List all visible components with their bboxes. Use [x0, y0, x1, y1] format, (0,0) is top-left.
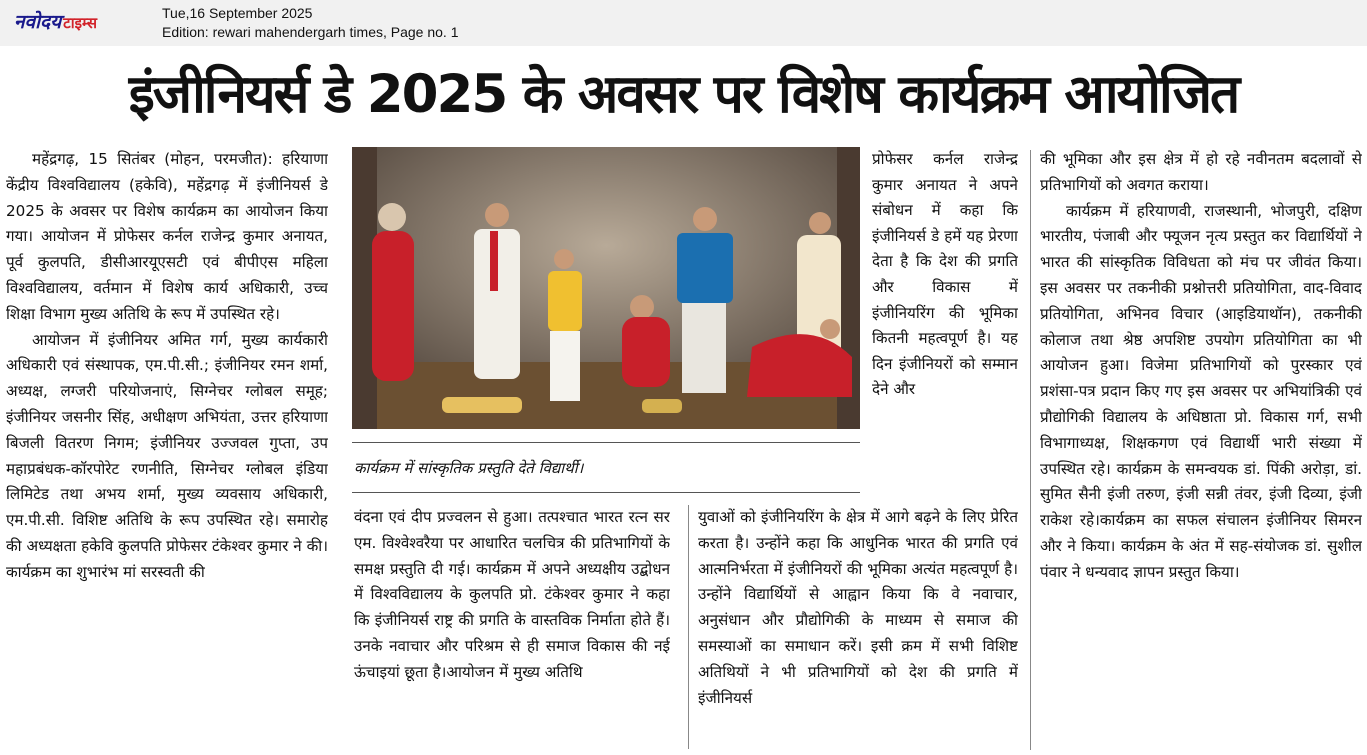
- logo-sub: टाइम्स: [63, 14, 97, 32]
- paragraph: प्रोफेसर कर्नल राजेन्द्र कुमार अनायत ने अपने संबोधन में कहा कि इंजीनियर्स डे हमें यह प्रेरणा देता है कि देश की प्रगति और विकास में इंजीनियरिंग की भूमिका कितनी महत्वपूर्ण है। यह दिन इंजीनियरों को सम्मान देने और: [872, 150, 1018, 399]
- edition-date: Tue,16 September 2025: [162, 5, 313, 21]
- masthead-bar: [0, 0, 1367, 46]
- article-headline: इंजीनियर्स डे 2025 के अवसर पर विशेष कार्यक्रम आयोजित: [128, 64, 1239, 125]
- paragraph: वंदना एवं दीप प्रज्वलन से हुआ। तत्पश्चात भारत रत्न सर एम. विश्वेश्वरैया पर आधारित चलचित्र की प्रतिभागियों के समक्ष प्रस्तुति दी गई। कार्यक्रम में अपने अध्यक्षीय उद्बोधन में विश्वविद्यालय के कुलपति प्रो. टंकेश्वर कुमार ने कहा कि इंजीनियर्स राष्ट्र की प्रगति के वास्तविक निर्माता होते हैं। उनके नवाचार और परिश्रम से ही समाज विकास की नई ऊंचाइयां छूता है।आयोजन में मुख्य अतिथि: [354, 508, 670, 681]
- article-column-1: [6, 147, 328, 747]
- article-column-3-top: [872, 147, 1018, 499]
- article-column-3: [698, 505, 1018, 749]
- edition-meta: [162, 4, 459, 42]
- paragraph: कार्यक्रम में हरियाणवी, राजस्थानी, भोजपुरी, दक्षिण भारतीय, पंजाबी और फ्यूजन नृत्य प्रस्तुत कर विद्यार्थियों ने भारत की सांस्कृतिक विविधता को मंच पर जीवंत किया। इस अवसर पर तकनीकी प्रश्नोत्तरी प्रतियोगिता, वाद-विवाद प्रतियोगिता, अभिनव विचार (आइडियाथॉन), तकनीकी कोलाज तथा श्रेष्ठ अपशिष्ट उपयोग प्रतियोगिता का भी आयोजन हुआ। विजेमा प्रतिभागियों को पुरस्कार एवं प्रशंसा-पत्र प्रदान किए गए इस अवसर पर अभियांत्रिकी एवं प्रौद्योगिकी विद्यालय के अधिष्ठाता प्रो. विकास गर्ग, सभी विभागाध्यक्ष, शिक्षकगण एवं विद्यार्थी भारी संख्या में उपस्थित रहे। कार्यक्रम के समन्वयक डां. पिंकी अरोड़ा, डां. सुमित सैनी इंजी तरुण, इंजी सन्नी तंवर, इंजी दिव्या, इंजी राकेश रहे।कार्यक्रम का सफल संचालन इंजीनियर सिमरन और ने किया। कार्यक्रम के अंत में सह-संयोजक डां. सुशील पंवार ने धन्यवाद ज्ञापन प्रस्तुत किया।: [1040, 201, 1362, 581]
- paragraph: युवाओं को इंजीनियरिंग के क्षेत्र में आगे बढ़ने के लिए प्रेरित करता है। उन्होंने कहा कि आधुनिक भारत की प्रगति एवं आत्मनिर्भरता में इंजीनियरों की भूमिका अत्यंत महत्वपूर्ण है। उन्होंने विद्यार्थियों से आह्वान किया कि वे नवाचार, अनुसंधान और प्रौद्योगिकी के माध्यम से समाज की समस्याओं का समाधान करें। इसी क्रम में सभी विशिष्ट अतिथियों ने भी प्रतिभागियों को देश की प्रगति में इंजीनियर्स: [698, 508, 1018, 707]
- photo-caption-box: [352, 450, 860, 490]
- newspaper-logo[interactable]: [14, 8, 97, 34]
- paragraph: की भूमिका और इस क्षेत्र में हो रहे नवीनतम बदलावों से प्रतिभागियों को अवगत कराया।: [1040, 150, 1362, 194]
- paragraph: महेंद्रगढ़, 15 सितंबर (मोहन, परमजीत): हरियाणा केंद्रीय विश्वविद्यालय (हकेवि), महेंद्रगढ़ में इंजीनियर्स डे 2025 के अवसर पर विशेष कार्यक्रम का आयोजन किया गया। आयोजन में प्रोफेसर कर्नल राजेन्द्र कुमार अनायत, पूर्व कुलपति, डीसीआरयूएसटी एवं बीपीएस महिला विश्वविद्यालय, वर्तमान में विशेष कार्य अधिकारी, उच्च शिक्षा विभाग मुख्य अतिथि के रूप में उपस्थित रहे।: [6, 150, 328, 323]
- article-photo: [352, 147, 860, 429]
- column-divider: [1030, 150, 1031, 750]
- caption-rule-top: [352, 442, 860, 443]
- paragraph: आयोजन में इंजीनियर अमित गर्ग, मुख्य कार्यकारी अधिकारी एवं संस्थापक, एम.पी.सी.; इंजीनियर रमन शर्मा, अध्यक्ष, लग्जरी परियोजनाएं, सिग्नेचर ग्लोबल समूह; इंजीनियर जसनीर सिंह, अधीक्षण अभियंता, उत्तर हरियाणा बिजली वितरण निगम; इंजीनियर उज्जवल गुप्ता, उप महाप्रबंधक-कॉरपोरेट रणनीति, सिग्नेचर ग्लोबल इंडिया लिमिटेड तथा अभय शर्मा, मुख्य व्यवसाय अधिकारी, एम.पी.सी. विशिष्ट अतिथि के रूप उपस्थित रहे। समारोह की अध्यक्षता हकेवि कुलपति प्रोफेसर टंकेश्वर कुमार ने की। कार्यक्रम का शुभारंभ मां सरस्वती की: [6, 330, 328, 581]
- column-divider: [688, 505, 689, 749]
- logo-main: नवोदय: [14, 11, 62, 33]
- article-column-4: [1040, 147, 1362, 747]
- stage-performance-photo: [352, 147, 860, 429]
- caption-rule-bottom: [352, 492, 860, 493]
- article-column-2: [354, 505, 670, 749]
- edition-name: Edition: rewari mahendergarh times, Page no. 1: [162, 24, 459, 40]
- photo-caption: कार्यक्रम में सांस्कृतिक प्रस्तुति देते विद्यार्थी।: [354, 459, 584, 477]
